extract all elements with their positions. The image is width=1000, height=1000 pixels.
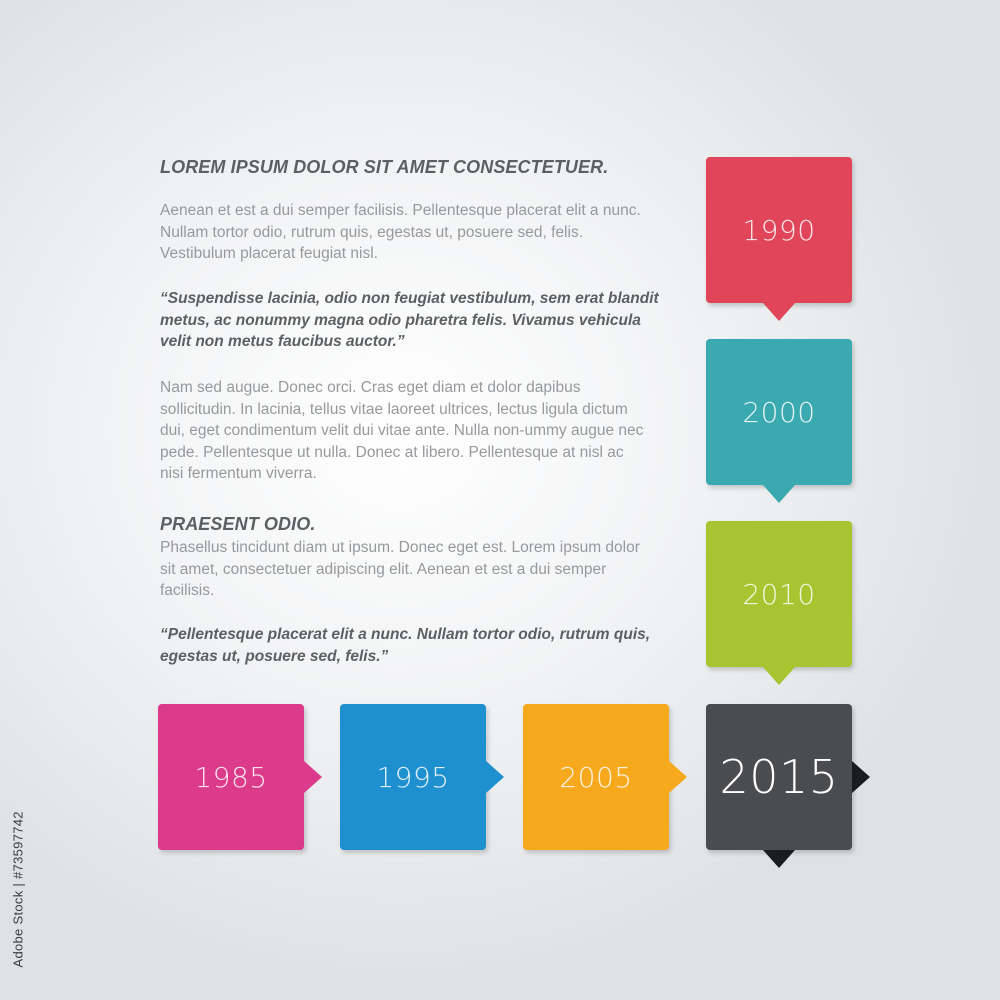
secondary-heading: PRAESENT ODIO. — [160, 514, 316, 534]
timeline-year: 1990 — [742, 213, 816, 247]
quote-2: “Pellentesque placerat elit a nunc. Nullam tortor odio, rutrum quis, egestas ut, posuere sed, felis.” — [160, 626, 651, 665]
arrow-down-icon — [763, 850, 795, 868]
paragraph-2: Nam sed augue. Donec orci. Cras eget diam et dolor dapibus sollicitudin. In lacinia, tellus vitae laoreet ultrices, lectus ligula dictum dui, eget condimentum velit dui vitae ante. Nulla non-ummy augue nec pede. Pellentesque ut nulla. Donec at libero. Pellentesque at nisl ac nisi fermentum viverra. — [160, 379, 644, 482]
timeline-box-1995 — [340, 704, 486, 850]
timeline-box-2015 — [706, 704, 852, 850]
timeline-box-2005 — [523, 704, 669, 850]
main-heading: LOREM IPSUM DOLOR SIT AMET CONSECTETUER. — [160, 157, 609, 177]
arrow-right-icon — [669, 761, 687, 793]
timeline-year: 2010 — [742, 577, 816, 611]
timeline-box-1990 — [706, 157, 852, 303]
stock-credit: Adobe Stock | #73597742 — [10, 811, 26, 968]
timeline-year: 2005 — [559, 760, 633, 794]
arrow-down-icon — [763, 667, 795, 685]
timeline-year: 2000 — [742, 395, 816, 429]
timeline-year: 1985 — [194, 760, 268, 794]
arrow-down-icon — [763, 303, 795, 321]
arrow-right-icon — [852, 761, 870, 793]
paragraph-3: Phasellus tincidunt diam ut ipsum. Donec eget est. Lorem ipsum dolor sit amet, consectetuer adipiscing elit. Aenean et est a dui semper facilisis. — [160, 539, 640, 599]
timeline-box-1985 — [158, 704, 304, 850]
paragraph-1: Aenean et est a dui semper facilisis. Pellentesque placerat elit a nunc. Nullam tortor odio, rutrum quis, egestas ut, posuere sed, felis. Vestibulum placerat feugiat nisl. — [160, 202, 641, 262]
timeline-box-2010 — [706, 521, 852, 667]
timeline-year: 2015 — [719, 750, 839, 804]
timeline-year: 1995 — [376, 760, 450, 794]
arrow-down-icon — [763, 485, 795, 503]
quote-1: “Suspendisse lacinia, odio non feugiat vestibulum, sem erat blandit metus, ac nonummy magna odio pharetra felis. Vivamus vehicula velit non metus faucibus auctor.” — [160, 290, 659, 350]
timeline-box-2000 — [706, 339, 852, 485]
arrow-right-icon — [304, 761, 322, 793]
arrow-right-icon — [486, 761, 504, 793]
